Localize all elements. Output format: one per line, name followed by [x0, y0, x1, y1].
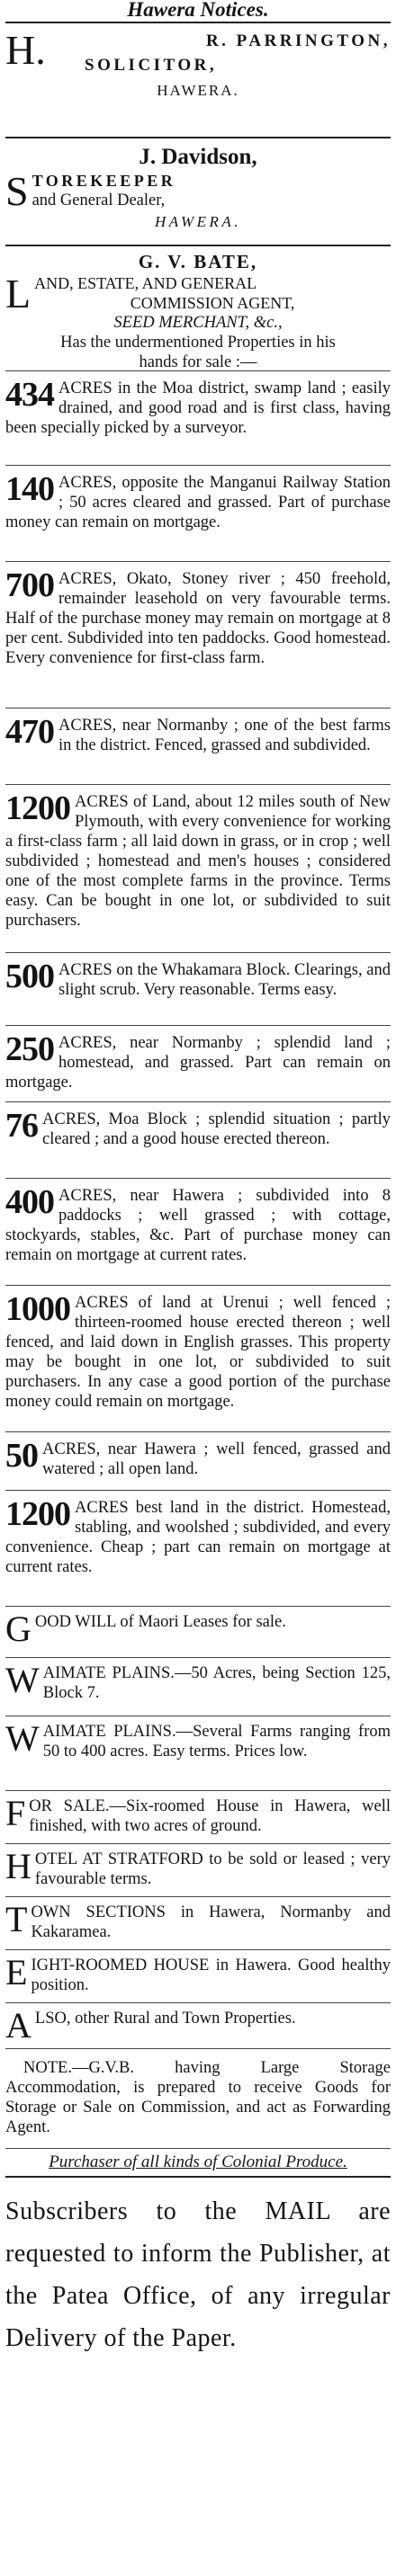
- listing-text: ACRES of Land, about 12 miles south of New Plymouth, with every convenience for working a first-class farm ; all laid down in grass, or in crop ; well subdivided ; homestead and men's houses ; considered one of the most complete farms in the province. Terms easy. Can be bought in one lot, or subdivided to suit purchasers.: [5, 793, 391, 930]
- notice: [5, 2003, 391, 2048]
- listing-text: ACRES, opposite the Manganui Railway Station ; 50 acres cleared and grassed. Part of purchase money can remain on mortgage.: [5, 474, 391, 531]
- listing-acres: 434: [5, 376, 54, 414]
- notice: [5, 1716, 391, 1790]
- listing-ad: [5, 709, 391, 784]
- parrington-name: R. PARRINGTON,: [205, 31, 391, 50]
- listing-text: ACRES, near Normanby ; one of the best farms in the district. Fenced, grassed and subdivided.: [58, 717, 391, 754]
- davidson-desc: and General Dealer,: [32, 192, 166, 209]
- bate-line1: AND, ESTATE, AND GENERAL: [34, 274, 257, 292]
- listing-ad: [5, 1026, 391, 1101]
- notice-text: AIMATE PLAINS.—50 Acres, being Section 125, Block 7.: [42, 1664, 391, 1702]
- listing-acres: 500: [5, 958, 54, 995]
- listing-acres: 50: [5, 1437, 38, 1475]
- notice: [5, 1607, 391, 1657]
- notice-text: LSO, other Rural and Town Properties.: [34, 2010, 296, 2028]
- parrington-initial: H.: [5, 27, 46, 73]
- listing-ad: [5, 562, 391, 708]
- parrington-town: HAWERA.: [157, 82, 239, 99]
- listing-ad: [5, 1179, 391, 1285]
- parrington-title: SOLICITOR,: [85, 56, 218, 75]
- listing-acres: 1000: [5, 1290, 70, 1328]
- listing-ad: [5, 1491, 391, 1606]
- notice-initial: W: [5, 1660, 40, 1700]
- listing-acres: 76: [5, 1107, 38, 1145]
- listing-ad: [5, 785, 391, 952]
- listing-acres: 250: [5, 1030, 54, 1068]
- listing-ad: [5, 953, 391, 1025]
- bate-ad: [5, 246, 391, 370]
- listing-text: ACRES, near Normanby ; splendid land ; homestead, and grassed. Part can remain on mortgage.: [5, 1034, 391, 1092]
- subscribers-notice: Subscribers to the MAIL are requested to inform the Publisher, at the Patea Office, of any irregular Delivery of the Paper.: [5, 2197, 391, 2352]
- listing-text: ACRES, Okato, Stoney river ; 450 freehold, remainder leasehold on very favourable terms. Half of the purchase money may remain on mortgage at 8 per cent. Subdivided into ten paddocks. Good homestead. Every convenience for first-class farm.: [5, 570, 391, 667]
- bate-line5: hands for sale :—: [139, 353, 257, 371]
- listing-acres: 1200: [5, 1495, 70, 1533]
- listing-text: ACRES on the Whakamara Block. Clearings, and slight scrub. Very reasonable. Terms easy.: [58, 961, 391, 999]
- notice: [5, 1844, 391, 1896]
- bate-name: G. V. BATE,: [138, 251, 258, 272]
- notice-text: OR SALE.—Six-roomed House in Hawera, well finished, with two acres of ground.: [29, 1797, 391, 1835]
- bate-line2: COMMISSION AGENT,: [130, 294, 295, 312]
- listing-ad: [5, 1102, 391, 1178]
- listing-ad: [5, 1432, 391, 1490]
- listing-ad: [5, 371, 391, 465]
- notice-initial: A: [5, 2005, 32, 2046]
- notice-initial: G: [5, 1609, 32, 1649]
- davidson-initial: S: [5, 168, 29, 214]
- bate-line4: Has the undermentioned Properties in his: [60, 334, 336, 352]
- notice: [5, 1897, 391, 1949]
- parrington-ad: [5, 23, 391, 137]
- notice-text: OOD WILL of Maori Leases for sale.: [34, 1613, 286, 1631]
- notice-initial: H: [5, 1846, 32, 1886]
- listing-acres: 470: [5, 713, 54, 751]
- bate-line3: SEED MERCHANT, &c.,: [113, 314, 283, 332]
- bate-initial: L: [5, 271, 32, 316]
- notice: [5, 1791, 391, 1843]
- storage-note: NOTE.—G.V.B. having Large Storage Accommodation, is prepared to receive Goods for Storage or Sale on Commission, and act as Forwarding Agent.: [5, 2059, 391, 2136]
- listing-ad: [5, 1286, 391, 1431]
- notice: [5, 1658, 391, 1716]
- produce-line: Purchaser of all kinds of Colonial Produce.: [49, 2153, 347, 2171]
- listing-text: ACRES in the Moa district, swamp land ; easily drained, and good road and is first class, having been specially picked by a surveyor.: [5, 379, 391, 437]
- listing-ad: [5, 466, 391, 561]
- davidson-town: HAWERA.: [154, 213, 242, 230]
- section-heading: Hawera Notices.: [127, 0, 269, 21]
- notice-text: OTEL AT STRATFORD to be sold or leased ; very favourable terms.: [34, 1850, 391, 1888]
- listing-text: ACRES, Moa Block ; splendid situation ; partly cleared ; and a good house erected thereon.: [42, 1110, 391, 1148]
- notice-initial: T: [5, 1899, 28, 1939]
- notice-text: AIMATE PLAINS.—Several Farms ranging from 50 to 400 acres. Easy terms. Prices low.: [42, 1723, 391, 1760]
- listing-text: ACRES, near Hawera ; well fenced, grassed and watered ; all open land.: [42, 1440, 391, 1478]
- listing-acres: 140: [5, 470, 54, 508]
- notice-initial: F: [5, 1793, 26, 1833]
- listing-acres: 400: [5, 1183, 54, 1221]
- notice-initial: E: [5, 1952, 28, 1992]
- listing-acres: 1200: [5, 789, 70, 827]
- notice-initial: W: [5, 1718, 40, 1759]
- davidson-ad: [5, 138, 391, 245]
- listing-text: ACRES of land at Urenui ; well fenced ; thirteen-roomed house erected thereon ; well fenced, and laid down in English grasses. This property may be bought in one lot, or subdivided to suit purchasers. In any case a good portion of the purchase money could remain on mortgage.: [5, 1294, 391, 1411]
- listing-acres: 700: [5, 566, 54, 604]
- notice-text: OWN SECTIONS in Hawera, Normanby and Kakaramea.: [31, 1903, 391, 1941]
- listing-text: ACRES best land in the district. Homestead, stabling, and woolshed ; subdivided, and every convenience. Cheap ; part can remain on mortgage at current rates.: [5, 1499, 391, 1576]
- davidson-name: J. Davidson,: [139, 145, 257, 169]
- listing-text: ACRES, near Hawera ; subdivided into 8 paddocks ; well grassed ; with cottage, stockyards, stables, &c. Part of purchase money can remain on mortgage at current rates.: [5, 1187, 391, 1264]
- notice: [5, 1950, 391, 2002]
- davidson-trade: TOREKEEPER: [32, 172, 176, 190]
- notice-text: IGHT-ROOMED HOUSE in Hawera. Good healthy position.: [31, 1957, 391, 1994]
